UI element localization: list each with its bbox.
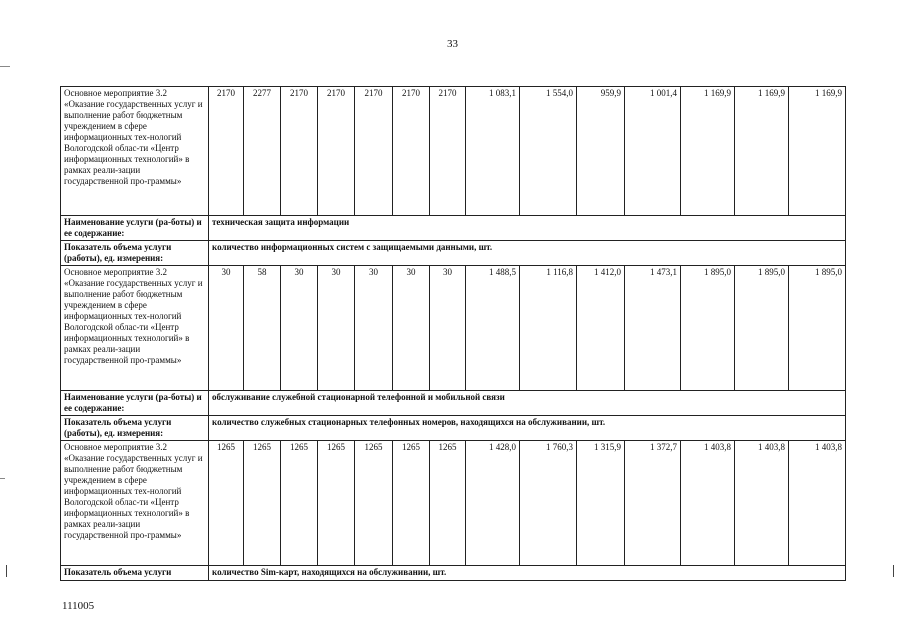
volume-indicator-value: количество служебных стационарных телефонных номеров, находящихся на обслуживании, шт.: [209, 416, 846, 441]
value-cell: 1265: [209, 441, 244, 566]
value-cell: 30: [393, 266, 430, 391]
value-cell: 1265: [244, 441, 281, 566]
value-cell: 1 412,0: [577, 266, 625, 391]
table-row: [61, 87, 846, 216]
value-cell: 1 428,0: [466, 441, 520, 566]
value-cell: 1 372,7: [625, 441, 681, 566]
table-row: [61, 266, 846, 391]
volume-indicator-value: количество информационных систем с защищаемыми данными, шт.: [209, 241, 846, 266]
volume-indicator-label: Показатель объема услуги: [61, 566, 209, 581]
value-cell: 2170: [209, 87, 244, 216]
value-cell: 1 895,0: [789, 266, 846, 391]
scan-tick-mark: [0, 66, 10, 67]
scan-edge-mark: [893, 565, 894, 577]
value-cell: 1265: [318, 441, 355, 566]
volume-indicator-row: [61, 566, 846, 581]
value-cell: 2170: [355, 87, 393, 216]
footer-code: 111005: [62, 600, 95, 612]
value-cell: 1 895,0: [735, 266, 789, 391]
event-description: Основное мероприятие 3.2 «Оказание государственных услуг и выполнение работ бюджетным учреждением в сфере информационных тех-нологий Вологодской облас-ти «Центр информационных технологий» в рамках реали-зации государственной про-граммы»: [61, 87, 209, 216]
scan-tick-mark: [0, 478, 5, 479]
value-cell: 1265: [281, 441, 318, 566]
value-cell: 1265: [355, 441, 393, 566]
service-name-label: Наименование услуги (ра-боты) и ее содержание:: [61, 391, 209, 416]
service-name-row: [61, 216, 846, 241]
value-cell: 1 403,8: [735, 441, 789, 566]
value-cell: 30: [209, 266, 244, 391]
volume-indicator-label: Показатель объема услуги (работы), ед. измерения:: [61, 416, 209, 441]
value-cell: 30: [430, 266, 466, 391]
event-description: Основное мероприятие 3.2 «Оказание государственных услуг и выполнение работ бюджетным учреждением в сфере информационных тех-нологий Вологодской облас-ти «Центр информационных технологий» в рамках реали-зации государственной про-граммы»: [61, 441, 209, 566]
value-cell: 2170: [430, 87, 466, 216]
value-cell: 2170: [318, 87, 355, 216]
value-cell: 1 403,8: [789, 441, 846, 566]
value-cell: 1 116,8: [520, 266, 577, 391]
volume-indicator-row: [61, 241, 846, 266]
scan-edge-mark: [6, 565, 7, 577]
page-number: 33: [447, 38, 458, 50]
value-cell: 1 488,5: [466, 266, 520, 391]
service-name-value: техническая защита информации: [209, 216, 846, 241]
service-name-row: [61, 391, 846, 416]
value-cell: 1 760,3: [520, 441, 577, 566]
value-cell: 1265: [393, 441, 430, 566]
service-name-label: Наименование услуги (ра-боты) и ее содержание:: [61, 216, 209, 241]
service-name-value: обслуживание служебной стационарной телефонной и мобильной связи: [209, 391, 846, 416]
value-cell: 1 554,0: [520, 87, 577, 216]
value-cell: 30: [281, 266, 318, 391]
value-cell: 1 473,1: [625, 266, 681, 391]
value-cell: 30: [318, 266, 355, 391]
value-cell: 1 169,9: [681, 87, 735, 216]
volume-indicator-row: [61, 416, 846, 441]
value-cell: 58: [244, 266, 281, 391]
value-cell: 959,9: [577, 87, 625, 216]
budget-table: [60, 86, 846, 581]
value-cell: 2170: [281, 87, 318, 216]
event-description: Основное мероприятие 3.2 «Оказание государственных услуг и выполнение работ бюджетным учреждением в сфере информационных тех-нологий Вологодской облас-ти «Центр информационных технологий» в рамках реали-зации государственной про-граммы»: [61, 266, 209, 391]
value-cell: 1 169,9: [789, 87, 846, 216]
value-cell: 1 315,9: [577, 441, 625, 566]
value-cell: 1 083,1: [466, 87, 520, 216]
value-cell: 1 001,4: [625, 87, 681, 216]
value-cell: 1 895,0: [681, 266, 735, 391]
table-row: [61, 441, 846, 566]
value-cell: 1 169,9: [735, 87, 789, 216]
value-cell: 2277: [244, 87, 281, 216]
value-cell: 30: [355, 266, 393, 391]
volume-indicator-label: Показатель объема услуги (работы), ед. измерения:: [61, 241, 209, 266]
value-cell: 1 403,8: [681, 441, 735, 566]
value-cell: 1265: [430, 441, 466, 566]
volume-indicator-value: количество Sim-карт, находящихся на обслуживании, шт.: [209, 566, 846, 581]
value-cell: 2170: [393, 87, 430, 216]
